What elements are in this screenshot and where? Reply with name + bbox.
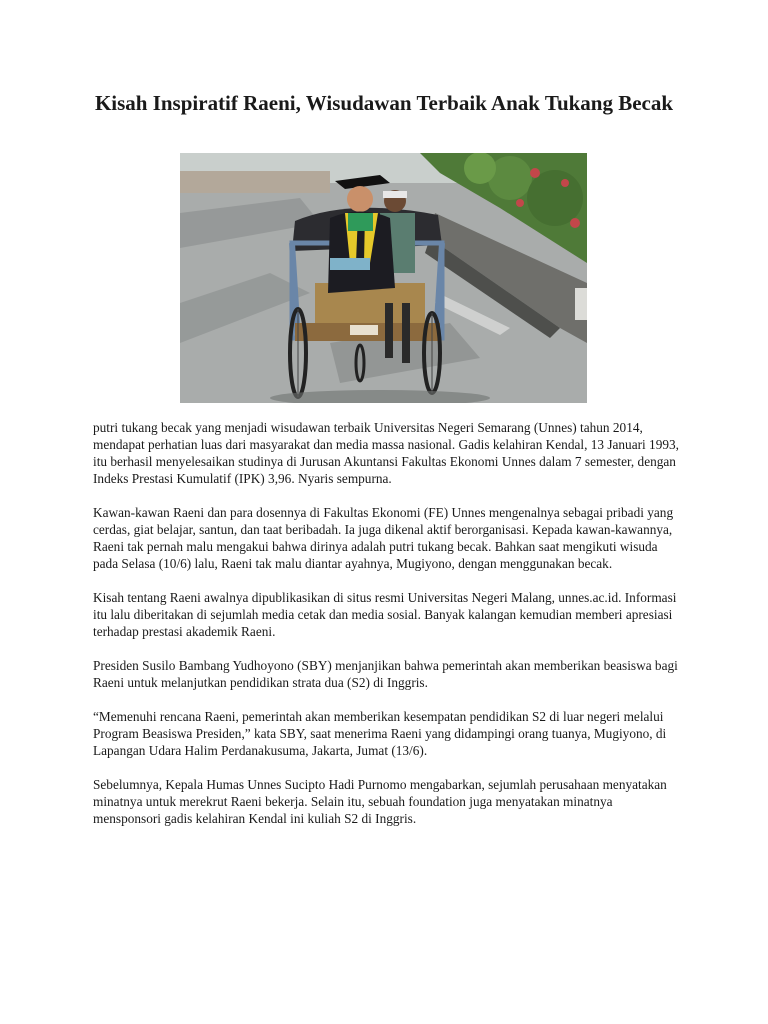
graduate-in-becak-illustration (180, 153, 587, 403)
paragraph: putri tukang becak yang menjadi wisudawan terbaik Universitas Negeri Semarang (Unnes) tahun 2014, mendapat perhatian luas dari masyarakat dan media massa nasional. Gadis kelahiran Kendal, 13 Januari 1993, itu berhasil menyelesaikan studinya di Jurusan Akuntansi Fakultas Ekonomi Unnes dalam 7 semester, dengan Indeks Prestasi Kumulatif (IPK) 3,96. Nyaris sempurna. (93, 420, 679, 486)
paragraph: Kisah tentang Raeni awalnya dipublikasikan di situs resmi Universitas Negeri Malang, unnes.ac.id. Informasi itu lalu diberitakan di sejumlah media cetak dan media sosial. Banyak kalangan kemudian memberi apresiasi terhadap prestasi akademik Raeni. (93, 590, 677, 639)
paragraph: “Memenuhi rencana Raeni, pemerintah akan memberikan kesempatan pendidikan S2 di luar negeri melalui Program Beasiswa Presiden,” kata SBY, saat menerima Raeni yang didampingi orang tuanya, Mugiyono, di Lapangan Udara Halim Perdanakusuma, Jakarta, Jumat (13/6). (93, 709, 667, 758)
paragraph: Presiden Susilo Bambang Yudhoyono (SBY) menjanjikan bahwa pemerintah akan memberikan beasiswa bagi Raeni untuk melanjutkan pendidikan strata dua (S2) di Inggris. (93, 658, 678, 690)
article-body (93, 419, 683, 844)
paragraph: Kawan-kawan Raeni dan para dosennya di Fakultas Ekonomi (FE) Unnes mengenalnya sebagai pribadi yang cerdas, giat belajar, santun, dan taat beribadah. Ia juga dikenal aktif berorganisasi. Kepada kawan-kawannya, Raeni tak pernah malu mengakui bahwa dirinya adalah putri tukang becak. Bahkan saat mengikuti wisuda pada Selasa (10/6) lalu, Raeni tak malu diantar ayahnya, Mugiyono, dengan menggunakan becak. (93, 505, 674, 571)
document-title: Kisah Inspiratif Raeni, Wisudawan Terbaik Anak Tukang Becak (94, 91, 674, 115)
paragraph: Sebelumnya, Kepala Humas Unnes Sucipto Hadi Purnomo mengabarkan, sejumlah perusahaan menyatakan minatnya untuk merekrut Raeni bekerja. Selain itu, sebuah foundation juga menyatakan minatnya mensponsori gadis kelahiran Kendal ini kuliah S2 di Inggris. (93, 777, 667, 826)
article-photo (180, 153, 587, 403)
